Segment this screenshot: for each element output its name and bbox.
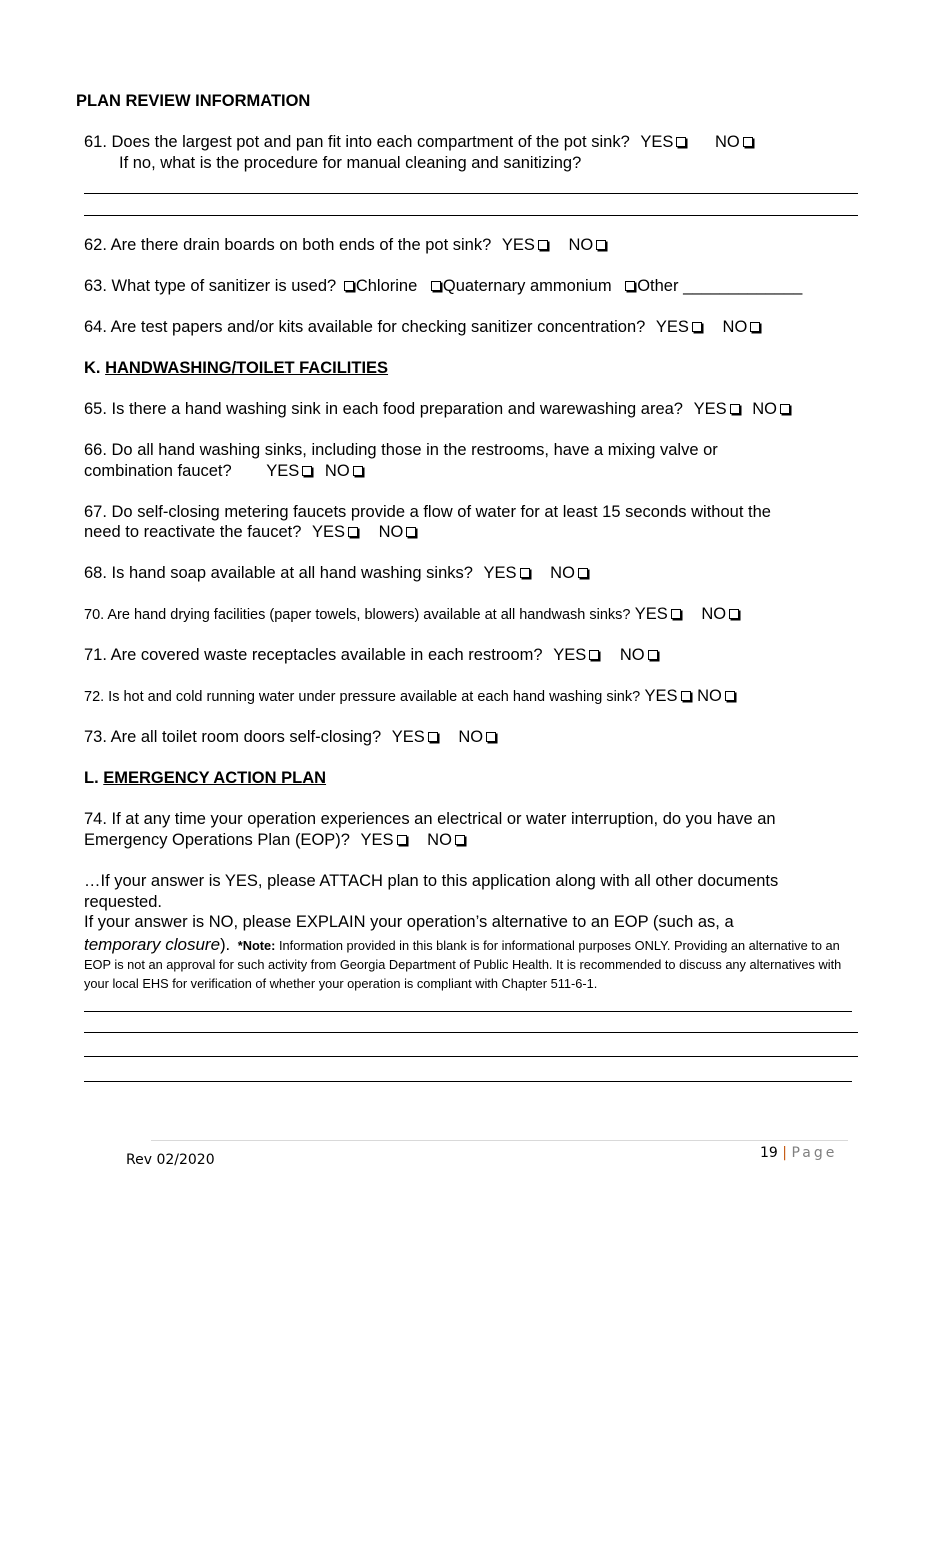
yes-checkbox[interactable] (681, 691, 691, 701)
question-66-text: combination faucet? (84, 462, 232, 480)
question-74-line1: 74. If at any time your operation experiences an electrical or water interruption, do you have an (84, 810, 776, 828)
question-65 (84, 399, 864, 419)
yes-label: YES (640, 133, 674, 151)
eop-yes-line2: requested. (84, 893, 162, 911)
question-71 (84, 645, 864, 665)
note-text: Information provided in this blank is for informational purposes ONLY. Providing an alternative to an EOP is not an approval for such activity from Georgia Department of Public Health. It is recommended to discuss any alternatives with your local EHS for verification of whether your operation is compliant with Chapter 511-6-1. (84, 938, 842, 991)
question-66-line2 (84, 461, 864, 481)
no-label: NO (550, 564, 575, 582)
question-62 (84, 235, 864, 255)
no-label: NO (722, 318, 748, 336)
yes-checkbox[interactable] (520, 568, 530, 578)
question-61-text: 61. Does the largest pot and pan fit into each compartment of the pot sink? (84, 133, 630, 151)
yes-label: YES (655, 318, 689, 336)
yes-checkbox[interactable] (671, 609, 681, 619)
eop-italic-example: temporary closure (84, 935, 221, 954)
page-separator: | (782, 1145, 787, 1161)
option-quaternary: Quaternary ammonium (442, 277, 612, 295)
no-checkbox[interactable] (648, 650, 658, 660)
yes-label: YES (312, 523, 346, 541)
no-checkbox[interactable] (486, 732, 496, 742)
no-checkbox[interactable] (578, 568, 588, 578)
question-73-text: 73. Are all toilet room doors self-closing? (84, 728, 382, 746)
yes-checkbox[interactable] (397, 835, 407, 845)
section-k-letter: K. (84, 359, 101, 377)
no-label: NO (568, 236, 594, 254)
question-70 (84, 604, 864, 625)
explain-line[interactable] (84, 1081, 852, 1082)
yes-checkbox[interactable] (428, 732, 438, 742)
no-label: NO (458, 728, 484, 746)
page-number: 19 (760, 1145, 778, 1161)
question-72 (84, 686, 864, 707)
yes-checkbox[interactable] (538, 240, 548, 250)
other-blank[interactable]: _____________ (683, 277, 803, 295)
question-68-text: 68. Is hand soap available at all hand washing sinks? (84, 564, 473, 582)
question-62-text: 62. Are there drain boards on both ends of the pot sink? (84, 236, 492, 254)
yes-label: YES (483, 564, 517, 582)
yes-label: YES (693, 400, 727, 418)
explain-line[interactable] (84, 1056, 858, 1057)
yes-label: YES (391, 728, 425, 746)
note-label: *Note: (237, 938, 276, 953)
eop-no-line1: If your answer is NO, please EXPLAIN your operation’s alternative to an EOP (such as, a (84, 913, 734, 931)
explain-line[interactable] (84, 1032, 858, 1033)
question-68 (84, 563, 864, 583)
question-63-text: 63. What type of sanitizer is used? (84, 277, 337, 295)
other-checkbox[interactable] (625, 281, 635, 291)
yes-checkbox[interactable] (676, 137, 686, 147)
section-l-letter: L. (84, 769, 99, 787)
no-checkbox[interactable] (406, 527, 416, 537)
yes-label: YES (644, 687, 678, 705)
question-74-line2 (84, 830, 864, 850)
section-k-title: HANDWASHING/TOILET FACILITIES (105, 359, 389, 377)
question-63 (84, 276, 864, 296)
question-72-text: 72. Is hot and cold running water under pressure available at each hand washing sink? (84, 689, 641, 705)
no-label: NO (427, 831, 452, 849)
question-66-line1: 66. Do all hand washing sinks, including those in the restrooms, have a mixing valve or (84, 441, 718, 459)
question-64 (84, 317, 864, 337)
section-l-title: EMERGENCY ACTION PLAN (103, 769, 327, 787)
no-label: NO (752, 400, 777, 418)
yes-label: YES (634, 605, 668, 623)
no-label: NO (324, 462, 350, 480)
no-checkbox[interactable] (596, 240, 606, 250)
question-61 (84, 132, 864, 152)
revision-label: Rev 02/2020 (126, 1152, 215, 1168)
page-header: PLAN REVIEW INFORMATION (76, 92, 311, 110)
question-74-text: Emergency Operations Plan (EOP)? (84, 831, 350, 849)
no-label: NO (714, 133, 740, 151)
yes-label: YES (501, 236, 535, 254)
no-checkbox[interactable] (455, 835, 465, 845)
question-71-text: 71. Are covered waste receptacles available in each restroom? (84, 646, 543, 664)
chlorine-checkbox[interactable] (344, 281, 354, 291)
option-other: Other (637, 277, 679, 295)
page-indicator (760, 1143, 837, 1163)
section-l-heading (84, 768, 326, 788)
option-chlorine: Chlorine (355, 277, 418, 295)
no-label: NO (378, 523, 404, 541)
no-checkbox[interactable] (725, 691, 735, 701)
question-61-followup: If no, what is the procedure for manual cleaning and sanitizing? (119, 154, 582, 172)
answer-line[interactable] (84, 215, 858, 216)
answer-line[interactable] (84, 193, 858, 194)
yes-checkbox[interactable] (692, 322, 702, 332)
question-65-text: 65. Is there a hand washing sink in each food preparation and warewashing area? (84, 400, 683, 418)
no-label: NO (697, 687, 722, 705)
question-67-text: need to reactivate the faucet? (84, 523, 302, 541)
eop-note-block (84, 935, 859, 993)
eop-tail: ). (220, 936, 231, 954)
question-70-text: 70. Are hand drying facilities (paper towels, blowers) available at all handwash sinks? (84, 607, 631, 623)
no-label: NO (701, 605, 727, 623)
yes-checkbox[interactable] (589, 650, 599, 660)
question-73 (84, 727, 864, 747)
question-67-line1: 67. Do self-closing metering faucets provide a flow of water for at least 15 seconds without the (84, 503, 771, 521)
question-64-text: 64. Are test papers and/or kits available for checking sanitizer concentration? (84, 318, 646, 336)
eop-yes-line1: …If your answer is YES, please ATTACH plan to this application along with all other documents (84, 872, 779, 890)
quaternary-checkbox[interactable] (431, 281, 441, 291)
yes-checkbox[interactable] (302, 466, 312, 476)
yes-label: YES (360, 831, 394, 849)
footer-divider (151, 1140, 848, 1141)
no-checkbox[interactable] (729, 609, 739, 619)
section-k-heading (84, 358, 388, 378)
no-checkbox[interactable] (780, 404, 790, 414)
yes-label: YES (553, 646, 587, 664)
yes-checkbox[interactable] (348, 527, 358, 537)
explain-line[interactable] (84, 1011, 852, 1012)
question-67-line2 (84, 522, 864, 542)
yes-checkbox[interactable] (730, 404, 740, 414)
yes-label: YES (266, 462, 300, 480)
page-word: Page (791, 1145, 838, 1161)
no-checkbox[interactable] (353, 466, 363, 476)
no-checkbox[interactable] (743, 137, 753, 147)
no-checkbox[interactable] (750, 322, 760, 332)
no-label: NO (619, 646, 645, 664)
